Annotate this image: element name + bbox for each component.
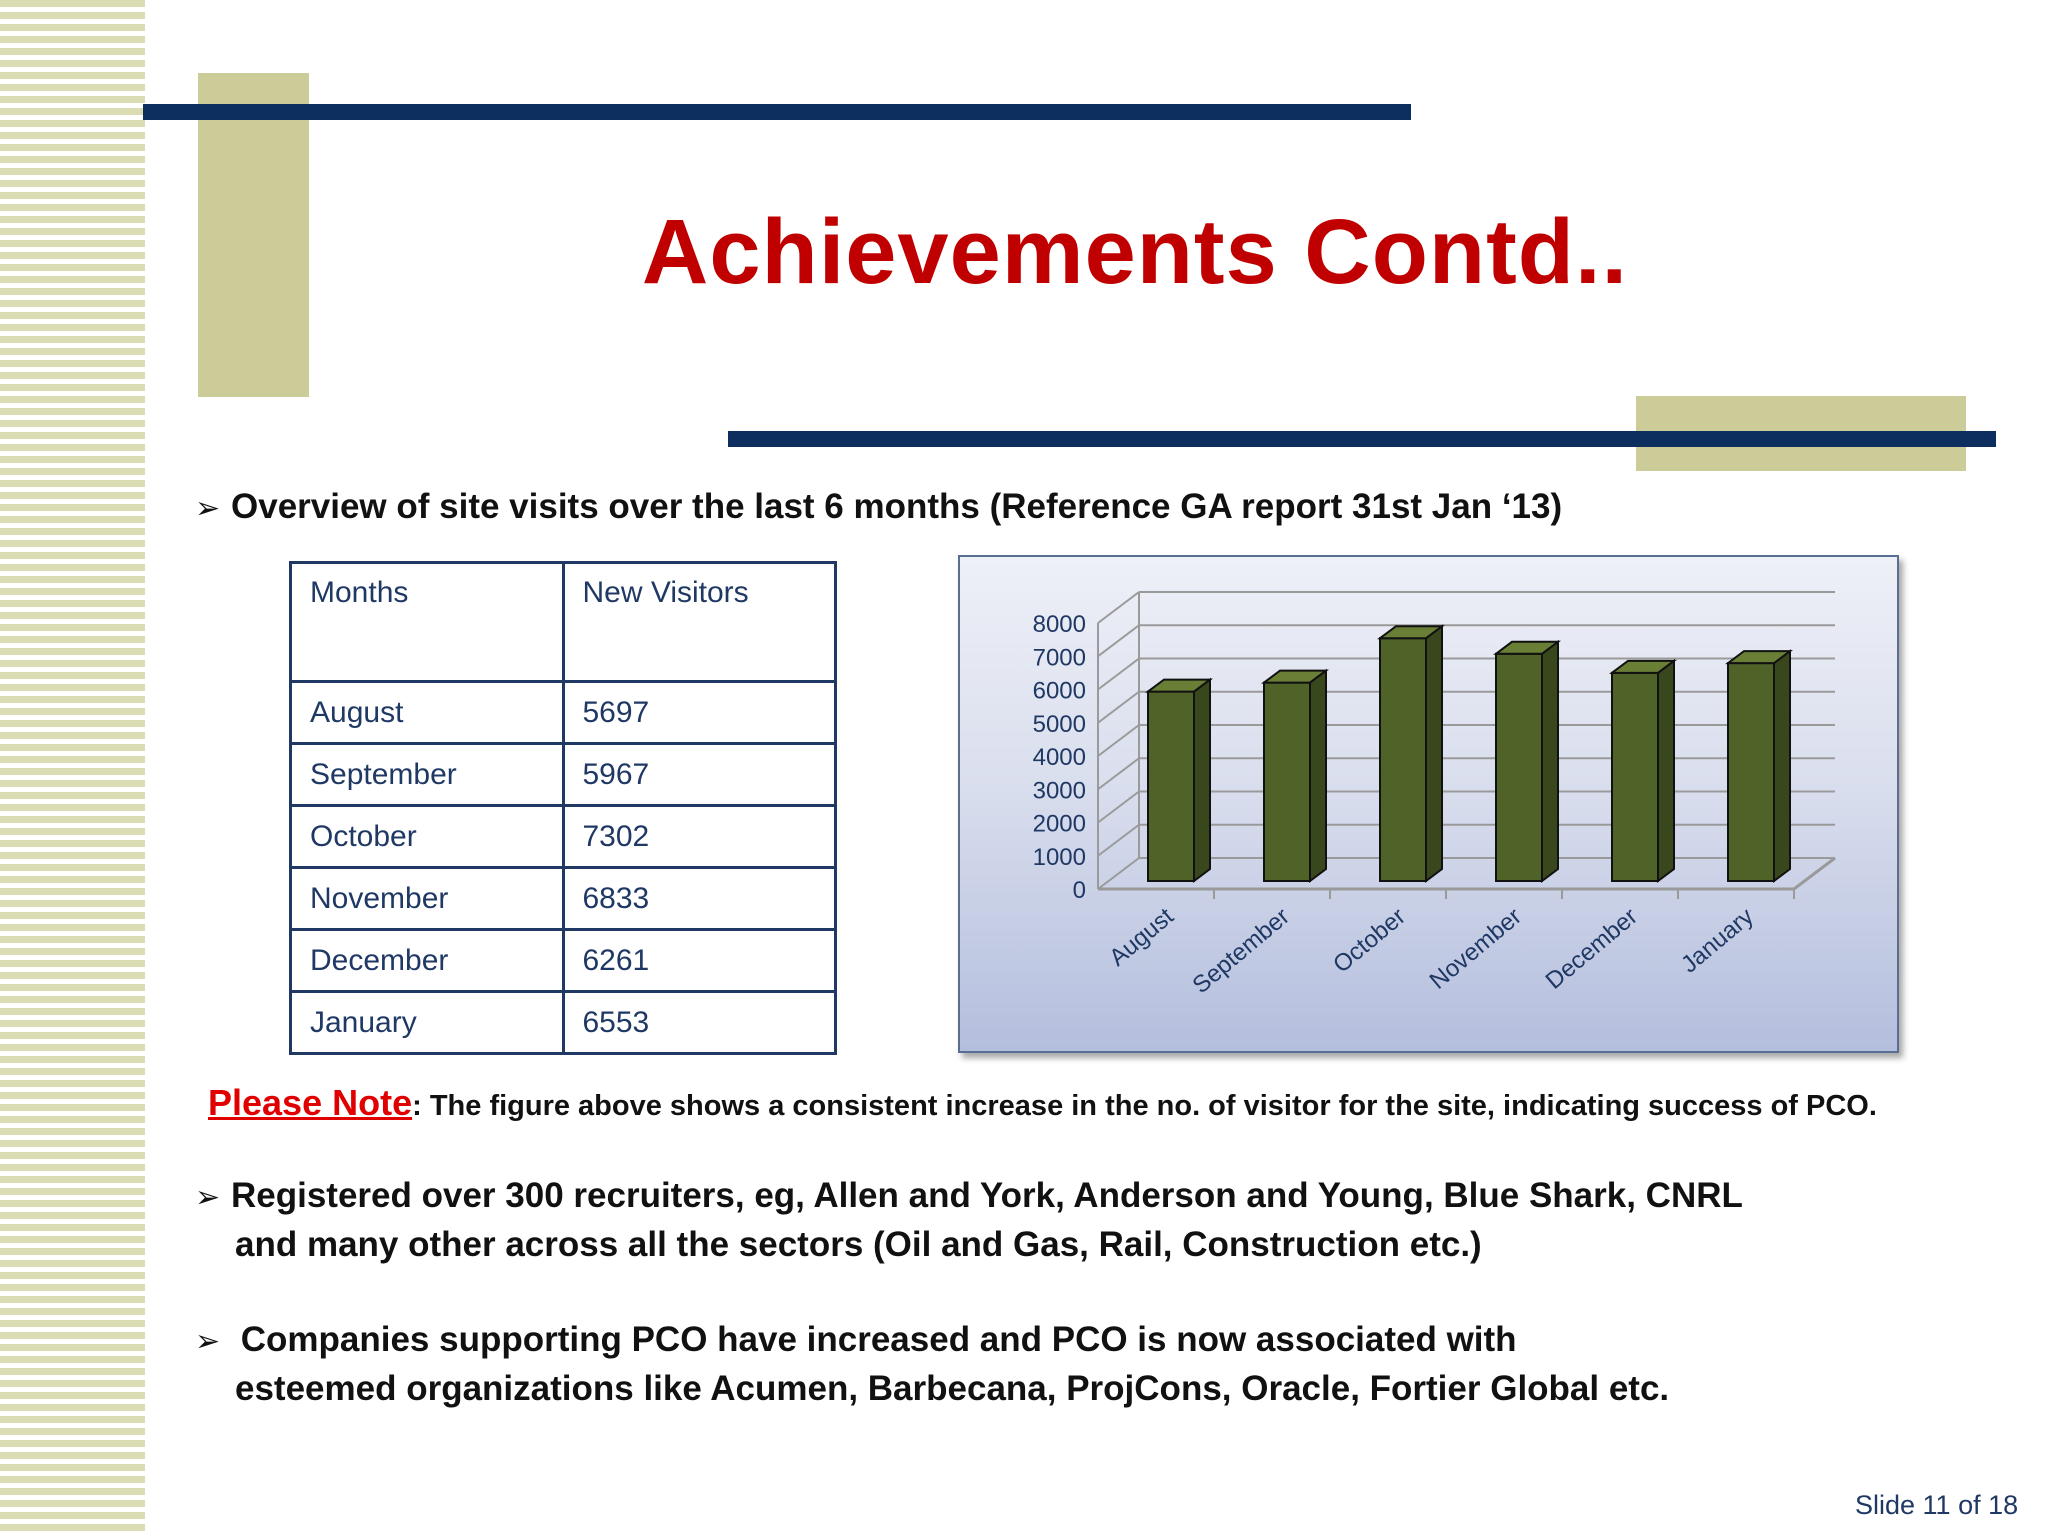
table-cell-month: August [291, 682, 564, 744]
table-cell-visitors: 6553 [563, 992, 836, 1054]
arrow-bullet-icon: ➢ [195, 1181, 221, 1214]
gridline-side [1098, 592, 1139, 623]
table-row [291, 868, 836, 930]
y-tick-label: 1000 [1032, 843, 1086, 871]
table-row [291, 992, 836, 1054]
bullet-text-line1: Companies supporting PCO have increased and PCO is now associated with [231, 1320, 1517, 1359]
y-tick-label: 5000 [1032, 710, 1086, 738]
bullet-text-line2: esteemed organizations like Acumen, Barbecana, ProjCons, Oracle, Fortier Global etc. [235, 1369, 1670, 1408]
table-cell-visitors: 6261 [563, 930, 836, 992]
table-header-visitors: New Visitors [563, 563, 836, 682]
gridline-side [1098, 825, 1139, 856]
gridline-side [1098, 692, 1139, 723]
bullet-recruiters [195, 1172, 1743, 1268]
table-row [291, 930, 836, 992]
y-tick-label: 3000 [1032, 777, 1086, 805]
bar-side [1774, 651, 1790, 881]
table-cell-month: December [291, 930, 564, 992]
slide-number: Slide 11 of 18 [1855, 1490, 2019, 1520]
bar-front [1264, 683, 1310, 881]
gridline-side [1098, 625, 1139, 656]
chart-panel [958, 555, 1899, 1053]
y-tick-label: 6000 [1032, 677, 1086, 705]
table-row [291, 806, 836, 868]
table-cell-visitors: 5967 [563, 744, 836, 806]
bullet-companies [195, 1316, 1669, 1412]
x-tick-label: November [1424, 902, 1527, 995]
visitors-table [289, 561, 837, 1055]
y-tick-label: 0 [1072, 877, 1086, 904]
table-header-row [291, 563, 836, 682]
x-tick-label: September [1187, 902, 1295, 1000]
table-header-months: Months [291, 563, 564, 682]
gridline-side [1098, 758, 1139, 789]
note-text: : The figure above shows a consistent increase in the no. of visitor for the site, indicating success of PCO. [412, 1090, 1877, 1122]
table-cell-visitors: 6833 [563, 868, 836, 930]
bar-front [1612, 673, 1658, 881]
bar-side [1194, 680, 1210, 881]
bar-side [1542, 642, 1558, 881]
please-note [208, 1082, 1877, 1124]
decorative-stripes [0, 0, 145, 1536]
arrow-bullet-icon: ➢ [195, 492, 221, 525]
bar-side [1310, 671, 1326, 881]
x-tick-label: October [1328, 902, 1411, 979]
bullet-text-line2: and many other across all the sectors (Oil and Gas, Rail, Construction etc.) [235, 1225, 1482, 1264]
bar-side [1658, 661, 1674, 881]
bar-front [1148, 692, 1194, 881]
table-cell-visitors: 7302 [563, 806, 836, 868]
table-cell-month: October [291, 806, 564, 868]
y-tick-label: 8000 [1032, 611, 1086, 638]
y-tick-label: 4000 [1032, 744, 1086, 771]
bar-front [1496, 654, 1542, 881]
decorative-bar-middle [728, 431, 1996, 447]
bullet-text: Overview of site visits over the last 6 months (Reference GA report 31st Jan ‘13) [231, 487, 1563, 526]
table-cell-visitors: 5697 [563, 682, 836, 744]
gridline-side [1098, 725, 1139, 756]
x-tick-label: December [1540, 902, 1643, 995]
note-label: Please Note [208, 1082, 413, 1123]
slide-title: Achievements Contd.. [641, 201, 1629, 303]
y-tick-label: 2000 [1032, 810, 1086, 838]
bullet-site-visits [195, 483, 1562, 532]
gridline-side [1098, 792, 1139, 823]
gridline-side [1098, 858, 1139, 889]
x-tick-label: January [1676, 902, 1759, 979]
bar-chart [960, 557, 1897, 1051]
table-row [291, 744, 836, 806]
table-row [291, 682, 836, 744]
gridline-side [1098, 659, 1139, 690]
table-cell-month: January [291, 992, 564, 1054]
floor-edge [1794, 858, 1835, 889]
arrow-bullet-icon: ➢ [195, 1325, 221, 1358]
bar-side [1426, 626, 1442, 881]
bar-front [1380, 638, 1426, 881]
x-tick-label: August [1104, 902, 1179, 972]
bar-front [1728, 663, 1774, 881]
table-cell-month: September [291, 744, 564, 806]
bullet-text-line1: Registered over 300 recruiters, eg, Allen and York, Anderson and Young, Blue Shark, CNRL [231, 1176, 1743, 1215]
decorative-bar-top [143, 104, 1411, 120]
y-tick-label: 7000 [1032, 644, 1086, 672]
decorative-block-top-left [198, 73, 309, 397]
table-cell-month: November [291, 868, 564, 930]
